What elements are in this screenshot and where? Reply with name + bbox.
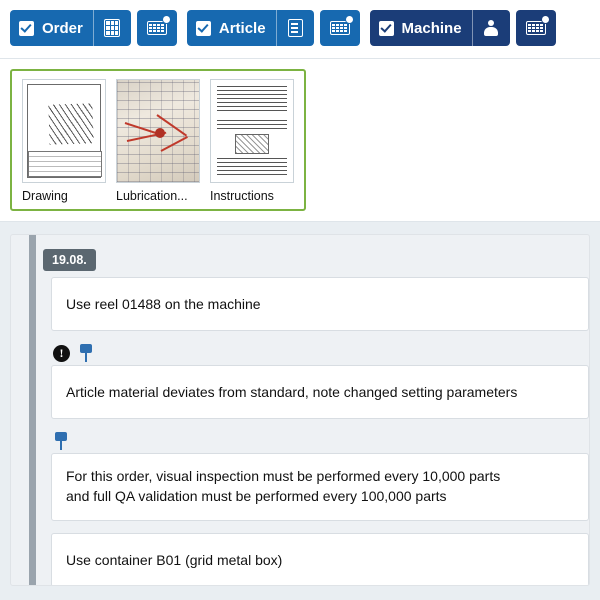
- documents-selected-group[interactable]: [10, 69, 306, 211]
- note-icon-row: [53, 343, 589, 363]
- note-card[interactable]: [51, 365, 589, 419]
- order-grid-icon[interactable]: [93, 10, 131, 46]
- document-item-lubrication[interactable]: [116, 79, 200, 203]
- filter-group-machine: [370, 10, 556, 46]
- document-label: Lubrication...: [116, 189, 188, 203]
- filter-chip-machine-label: Machine: [401, 19, 462, 37]
- machine-keyboard-button[interactable]: [516, 10, 556, 46]
- article-document-icon[interactable]: [276, 10, 314, 46]
- document-label: Instructions: [210, 189, 274, 203]
- pin-icon[interactable]: [53, 432, 69, 450]
- filter-chip-machine[interactable]: [370, 10, 472, 46]
- machine-person-icon-button[interactable]: [472, 10, 510, 46]
- filter-group-order: [10, 10, 177, 46]
- filter-chip-order[interactable]: [10, 10, 93, 46]
- checkbox-machine[interactable]: [379, 21, 394, 36]
- filter-chip-order-label: Order: [42, 19, 83, 37]
- document-item-instructions[interactable]: [210, 79, 294, 203]
- note-text: Use container B01 (grid metal box): [66, 552, 283, 568]
- note-card[interactable]: [51, 277, 589, 331]
- machine-person-icon: [483, 19, 499, 37]
- checkbox-article[interactable]: [196, 21, 211, 36]
- article-keyboard-button[interactable]: [320, 10, 360, 46]
- lubrication-photo-thumbnail[interactable]: [116, 79, 200, 183]
- article-keyboard-badge: [345, 15, 354, 24]
- alert-icon[interactable]: !: [53, 345, 70, 362]
- technical-drawing-thumbnail[interactable]: [22, 79, 106, 183]
- document-label: Drawing: [22, 189, 68, 203]
- instructions-thumbnail[interactable]: [210, 79, 294, 183]
- filter-chip-article[interactable]: [187, 10, 276, 46]
- note-text: Article material deviates from standard, note changed setting parameters: [66, 384, 518, 400]
- filter-group-article: [187, 10, 360, 46]
- checkbox-order[interactable]: [19, 21, 34, 36]
- note-card[interactable]: [51, 533, 589, 586]
- note-card[interactable]: [51, 453, 589, 521]
- notes-list: [51, 277, 589, 585]
- order-keyboard-button[interactable]: [137, 10, 177, 46]
- order-keyboard-badge: [162, 15, 171, 24]
- note-text: Use reel 01488 on the machine: [66, 296, 261, 312]
- note-icon-row: [53, 431, 589, 451]
- document-item-drawing[interactable]: [22, 79, 106, 203]
- notes-panel: [10, 234, 590, 586]
- documents-strip: [0, 59, 600, 222]
- document-icon: [288, 19, 303, 37]
- machine-keyboard-badge: [541, 15, 550, 24]
- timeline-bar: [29, 235, 36, 585]
- pin-icon[interactable]: [78, 344, 94, 362]
- note-text-line1: For this order, visual inspection must be performed every 10,000 parts: [66, 468, 501, 484]
- grid-icon: [104, 19, 120, 37]
- filter-toolbar: [0, 0, 600, 59]
- filter-chip-article-label: Article: [218, 19, 266, 37]
- notes-date-badge: 19.08.: [43, 249, 96, 271]
- note-text-line2: and full QA validation must be performed every 100,000 parts: [66, 488, 447, 504]
